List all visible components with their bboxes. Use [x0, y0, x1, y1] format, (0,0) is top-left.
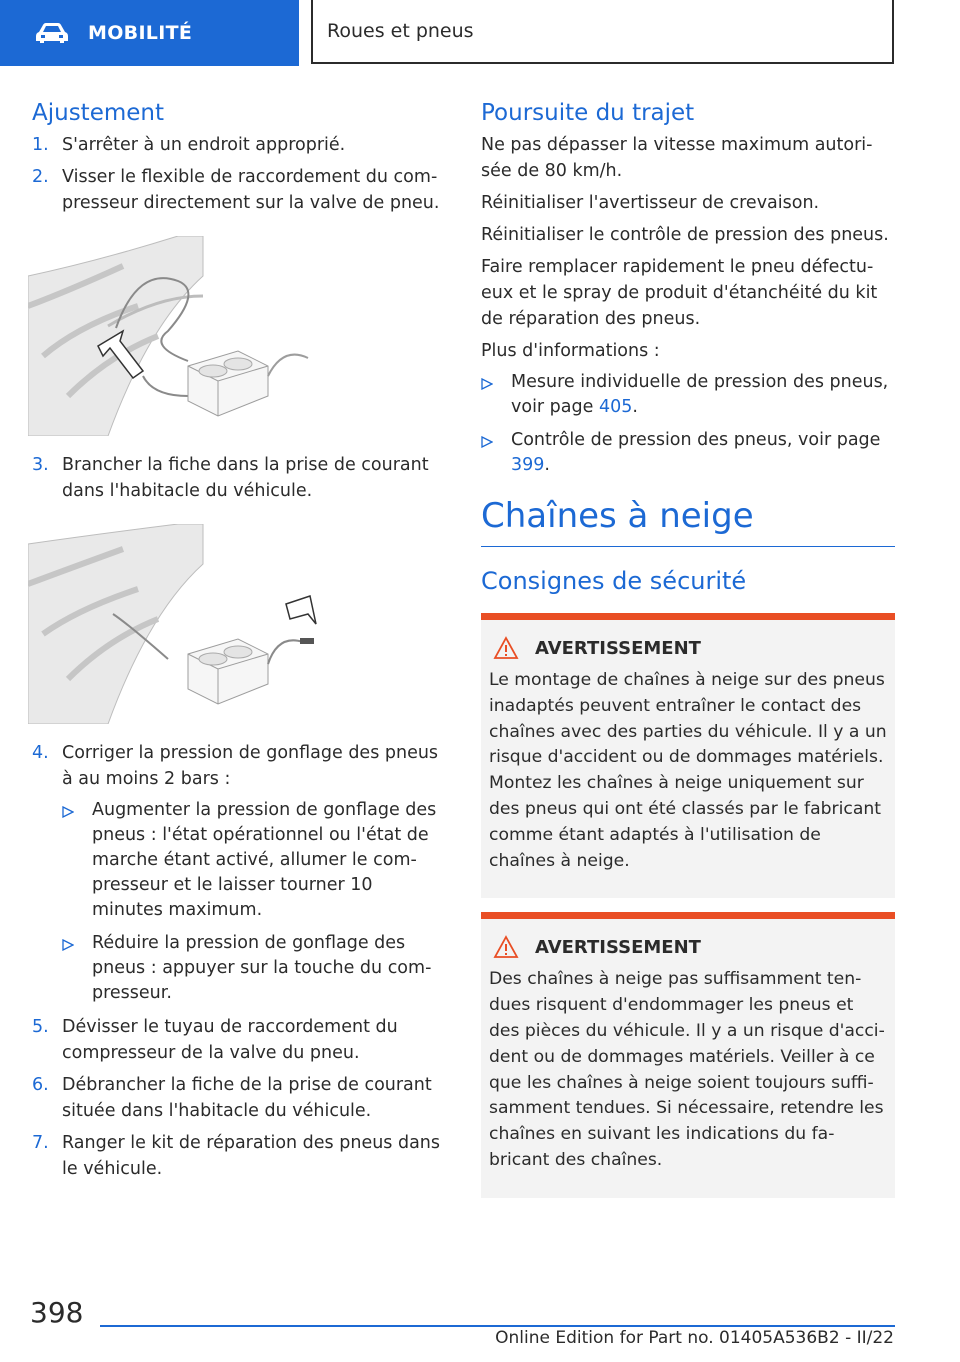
car-icon: [34, 21, 70, 45]
step-text: Visser le flexible de raccordement du compresseur directement sur la valve de pneu.: [62, 167, 440, 213]
paragraph: Faire remplacer rapidement le pneu défectueux et le spray de produit d'étanchéité du kit de réparation des pneus.: [481, 257, 878, 329]
section-tab[interactable]: [0, 0, 299, 66]
warning-text: Le montage de chaînes à neige sur des pneus inadaptés peuvent entraîner le contact des chaînes avec des parties du véhicule. Il y a un risque d'accident ou de dommages matériels. Montez les chaînes à neige uniquement sur des pneus qui ont été classés par le fabricant comme étant adaptés à l'utilisation de chaînes à neige.: [489, 670, 887, 871]
chapter-title: Chaînes à neige: [481, 496, 895, 547]
paragraph: Plus d'informations :: [481, 341, 660, 361]
step-item: [32, 1130, 444, 1182]
step-number: 5.: [32, 1017, 49, 1037]
warning-triangle-icon: [493, 636, 519, 660]
step-text: Brancher la fiche dans la prise de courant dans l'habitacle du véhicule.: [62, 455, 429, 501]
left-column: [32, 100, 444, 1188]
step-number: 4.: [32, 743, 49, 763]
step-item: [32, 1072, 444, 1124]
page-title: Roues et pneus: [327, 20, 474, 42]
reference-text: Mesure individuelle de pression des pneus, voir page: [511, 372, 889, 417]
triangle-bullet-icon: [62, 939, 74, 951]
step-number: 1.: [32, 135, 49, 155]
warning-box: [481, 613, 895, 898]
page-link-405[interactable]: 405: [598, 397, 633, 417]
section-title: Consignes de sécurité: [481, 567, 747, 595]
reference-suffix: .: [632, 397, 638, 417]
step-number: 6.: [32, 1075, 49, 1095]
reference-list: [481, 370, 895, 478]
section-heading-continue-driving: Poursuite du trajet: [481, 100, 695, 126]
step-item: [32, 452, 444, 504]
step-text: Dévisser le tuyau de raccordement du compresseur de la valve du pneu.: [62, 1017, 398, 1063]
step-text: Corriger la pression de gonflage des pneus à au moins 2 bars :: [62, 743, 439, 789]
step-item: [32, 132, 444, 158]
substep-text: Réduire la pression de gonflage des pneus : appuyer sur la touche du compresseur.: [92, 933, 432, 1003]
step-item: [32, 164, 444, 216]
step-item: [32, 740, 444, 1006]
paragraph: Réinitialiser l'avertisseur de crevaison.: [481, 193, 820, 213]
triangle-bullet-icon: [62, 806, 74, 818]
edition-info: Online Edition for Part no. 01405A536B2 - II/22: [495, 1328, 894, 1348]
substep-item: [62, 798, 444, 923]
compressor-plug-illustration: [28, 524, 318, 724]
triangle-bullet-icon: [481, 436, 493, 448]
warning-text: Des chaînes à neige pas suffisamment tendues risquent d'endommager les pneus et des pièces du véhicule. Il y a un risque d'accident ou de dommages matériels. Veiller à ce que les chaînes à neige soient toujours suffisamment tendues. Si nécessaire, retendre les chaînes en suivant les indications du fabricant des chaînes.: [489, 969, 885, 1170]
page-number: 398: [30, 1296, 84, 1329]
right-column: [481, 100, 895, 1212]
step-number: 2.: [32, 167, 49, 187]
step-item: [32, 1014, 444, 1066]
reference-item: [481, 370, 895, 420]
steps-list: [32, 452, 444, 504]
section-label: MOBILITÉ: [88, 22, 193, 44]
triangle-bullet-icon: [481, 378, 493, 390]
page-link-399[interactable]: 399: [511, 455, 545, 475]
reference-suffix: .: [544, 455, 550, 475]
step-text: S'arrêter à un endroit approprié.: [62, 135, 346, 155]
step-text: Débrancher la fiche de la prise de courant située dans l'habitacle du véhicule.: [62, 1075, 432, 1121]
substep-text: Augmenter la pression de gonflage des pneus : l'état opérationnel ou l'état de marche étant activé, allumer le compresseur et le laisser tourner 10 minutes maximum.: [92, 800, 437, 920]
paragraph: Ne pas dépasser la vitesse maximum autorisée de 80 km/h.: [481, 135, 873, 181]
steps-list: [32, 740, 444, 1182]
compressor-valve-illustration: [28, 236, 318, 436]
warning-label: AVERTISSEMENT: [535, 936, 701, 958]
warning-label: AVERTISSEMENT: [535, 637, 701, 659]
step-text: Ranger le kit de réparation des pneus dans le véhicule.: [62, 1133, 441, 1179]
section-heading-adjustment: Ajustement: [32, 100, 165, 126]
step-number: 7.: [32, 1133, 49, 1153]
page-header: [311, 0, 894, 64]
reference-item: [481, 428, 895, 478]
reference-text: Contrôle de pression des pneus, voir page: [511, 430, 881, 450]
steps-list: [32, 132, 444, 216]
footer-divider: [100, 1325, 895, 1327]
warning-header: [493, 935, 887, 959]
paragraph: Réinitialiser le contrôle de pression des pneus.: [481, 225, 889, 245]
warning-triangle-icon: [493, 935, 519, 959]
step-number: 3.: [32, 455, 49, 475]
substep-item: [62, 931, 444, 1006]
substeps-list: [62, 798, 444, 1006]
warning-box: [481, 912, 895, 1197]
warning-header: [493, 636, 887, 660]
